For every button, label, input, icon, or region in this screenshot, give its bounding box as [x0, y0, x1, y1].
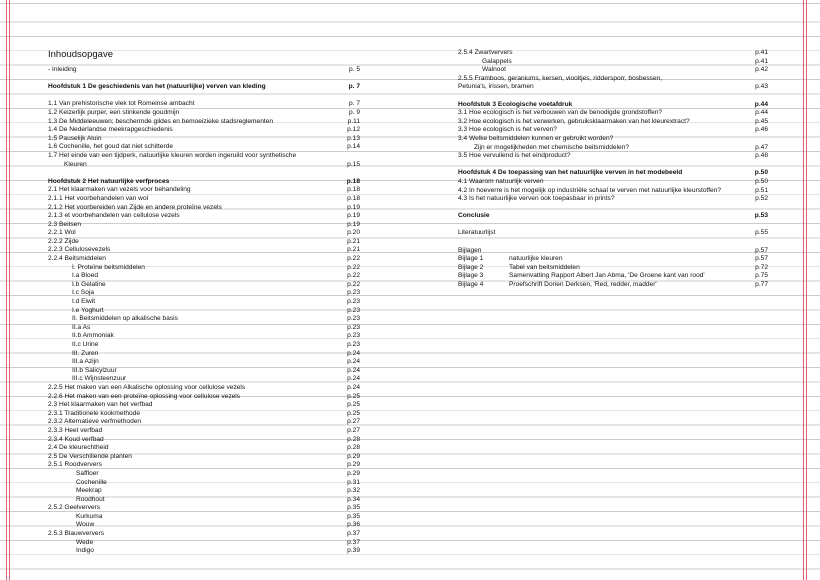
- toc-entry: [48, 418, 360, 427]
- toc-entry: [48, 118, 360, 127]
- toc-entry-page: p.34: [347, 495, 360, 503]
- appendix-title: Tabel van beitsmiddelen: [509, 263, 580, 271]
- toc-entry-page: p.29: [347, 452, 360, 460]
- toc-entry-title: Kurkuma: [76, 512, 103, 520]
- toc-entry-title: 2.2.4 Beitsmiddelen: [48, 255, 106, 263]
- toc-entry-page: p.22: [347, 263, 360, 271]
- toc-entry-title: - Inleiding: [48, 66, 77, 73]
- toc-entry-title: 2.1.1 Het voorbehandelen van wol: [48, 194, 149, 202]
- toc-entry: [48, 161, 360, 170]
- toc-entry: [48, 513, 360, 522]
- toc-entry-title: I.e Yoghurt: [72, 306, 104, 314]
- toc-entry-page: p. 7: [349, 100, 360, 108]
- toc-entry-title: I.b Gelatine: [72, 280, 106, 288]
- toc-entry-page: p.31: [347, 478, 360, 486]
- toc-entry: [458, 101, 768, 110]
- toc-entry-title: Wede: [76, 538, 94, 546]
- toc-entry-title: 2.3.4 Koud verfbad: [48, 435, 104, 443]
- toc-entry: [458, 152, 768, 161]
- toc-entry: [48, 143, 360, 152]
- toc-entry-page: p.14: [347, 143, 360, 151]
- toc-entry-page: p.44: [754, 100, 768, 108]
- toc-entry-title: Bijlagen: [458, 246, 482, 254]
- toc-entry-title: Saffloer: [76, 469, 99, 477]
- toc-entry: [48, 427, 360, 436]
- toc-entry-page: p.19: [347, 220, 360, 228]
- toc-entry-title: II.a As: [72, 323, 91, 331]
- toc-entry: [48, 367, 360, 376]
- toc-entry-title: 4.1 Waarom natuurlijk verven: [458, 177, 544, 185]
- toc-entry: [48, 496, 360, 505]
- toc-entry-page: p.21: [347, 237, 360, 245]
- toc-entry: [48, 100, 360, 109]
- toc-entry-page: p.41: [755, 49, 768, 56]
- toc-entry: [48, 264, 360, 273]
- toc-entry-page: p.25: [347, 401, 360, 409]
- toc-entry: [458, 212, 768, 221]
- toc-entry-page: p.24: [347, 349, 360, 357]
- toc-entry: [48, 83, 360, 92]
- toc-entry: [48, 332, 360, 341]
- left-margin-line: [6, 0, 7, 580]
- toc-entry: [48, 289, 360, 298]
- toc-entry-title: III.a Azijn: [72, 358, 99, 366]
- toc-left-column: [48, 48, 360, 556]
- appendix-title: natuurlijke kleuren: [509, 255, 563, 263]
- toc-entry-page: p.51: [755, 186, 768, 194]
- toc-entry-page: p.52: [755, 195, 768, 203]
- toc-entry-page: p.24: [347, 375, 360, 383]
- toc-entry: [458, 126, 768, 135]
- toc-entry-page: p.23: [347, 332, 360, 340]
- toc-entry-page: p.29: [347, 461, 360, 469]
- toc-entry-page: p. 9: [349, 108, 360, 116]
- appendix-page: p.72: [755, 263, 768, 271]
- toc-entry-title: Galappels: [482, 57, 512, 65]
- toc-entry-title: Kleuren: [64, 160, 87, 168]
- appendix-entry: [458, 255, 768, 264]
- toc-entry-title: 2.4 De kleurechtheid: [48, 444, 109, 452]
- toc-entry-page: p.46: [755, 126, 768, 134]
- toc-entry: [48, 487, 360, 496]
- toc-entry-title: 2.2.1 Wol: [48, 229, 76, 237]
- toc-entry-title: 2.2.2 Zijde: [48, 237, 79, 245]
- toc-entry-title: Roodhout: [76, 495, 105, 503]
- toc-entry-title: 2.2.5 Het maken van een Alkalische oplossing voor cellulose vezels: [48, 383, 246, 391]
- toc-entry-title: Cochenille: [76, 478, 107, 486]
- toc-entry-page: p.47: [755, 143, 768, 151]
- appendix-entry: [458, 272, 768, 281]
- toc-entry: [458, 135, 768, 144]
- toc-title: [48, 48, 360, 62]
- toc-entry-title: 2.5 De Verschillende planten: [48, 452, 132, 460]
- appendix-number: Bijlage 1: [458, 255, 484, 263]
- toc-entry: [458, 229, 768, 238]
- toc-entry-page: p.37: [347, 530, 360, 538]
- toc-entry: [48, 436, 360, 445]
- toc-entry: [48, 350, 360, 359]
- toc-entry-page: p.22: [347, 280, 360, 288]
- toc-entry: [48, 479, 360, 488]
- toc-entry: [458, 169, 768, 178]
- toc-entry: [48, 204, 360, 213]
- toc-entry-title: 2.3.1 Traditionele kookmethode: [48, 409, 141, 417]
- toc-entry: [458, 109, 768, 118]
- toc-entry-page: p.24: [347, 383, 360, 391]
- appendix-page: p.75: [755, 272, 768, 280]
- toc-entry-page: p.23: [347, 341, 360, 348]
- toc-entry: [458, 118, 768, 127]
- toc-entry: [48, 410, 360, 419]
- toc-entry-title: Indigo: [76, 547, 94, 555]
- toc-entry-title: Zijn er mogelijkheden met chemische beitsmiddelen?: [474, 143, 630, 151]
- toc-entry: [48, 461, 360, 470]
- toc-entry-title: Petunia's, irissen, bramen: [458, 83, 534, 91]
- toc-entry-title: 1.1 Van prehistorische vlek tot Romeinse ambacht: [48, 100, 195, 108]
- toc-entry: [48, 521, 360, 530]
- appendix-number: Bijlage 3: [458, 272, 484, 280]
- toc-entry-title: 1.3 De Middeleeuwen; beschermde gildes en bemoeizieke stadsreglementen: [48, 117, 274, 125]
- toc-entry-page: p.35: [347, 512, 360, 520]
- toc-entry-page: p.25: [347, 409, 360, 417]
- toc-entry: [48, 238, 360, 247]
- toc-entry-page: p.21: [347, 246, 360, 254]
- toc-entry-title: 2.5.5 Framboos, geraniums, kersen, viooltjes, riddersporr, bosbessen,: [458, 74, 663, 82]
- toc-entry-title: II.c Urine: [72, 341, 99, 348]
- toc-entry-title: III.b Salicylzuur: [72, 366, 117, 374]
- toc-entry: [48, 341, 360, 350]
- toc-entry-title: 2.3 Beitsen: [48, 220, 81, 228]
- toc-entry-title: Hoofdstuk 3 Ecologische voetafdruk: [458, 100, 573, 108]
- toc-entry: [48, 307, 360, 316]
- toc-entry-title: 4.2 In hoeverre is het mogelijk op industriële schaal te verven met natuurlijke kleurstoffen?: [458, 186, 722, 194]
- toc-entry: [48, 324, 360, 333]
- toc-entry-page: p.22: [347, 272, 360, 280]
- toc-entry-title: 2.1.2 Het voorbereiden van Zijde en andere proteïne vezels: [48, 203, 222, 211]
- toc-entry-page: p.23: [347, 323, 360, 331]
- toc-right-column: [458, 49, 768, 290]
- appendix-page: p.57: [755, 255, 768, 263]
- toc-entry: [48, 152, 360, 161]
- appendix-title: Samenvatting Rapport Albert Jan Abma, 'De Groene kant van rood': [509, 272, 705, 280]
- toc-entry: [48, 375, 360, 384]
- toc-entry-title: III.c Wijnsteenzuur: [72, 375, 127, 383]
- toc-entry: [48, 358, 360, 367]
- toc-entry-page: p.50: [755, 177, 768, 185]
- toc-entry-title: Hoofdstuk 1 De geschiedenis van het (natuurlijke) verven van kleding: [48, 83, 266, 91]
- toc-entry-page: p.57: [755, 246, 768, 254]
- toc-entry: [48, 315, 360, 324]
- toc-entry: [48, 109, 360, 118]
- toc-entry-page: p.27: [347, 426, 360, 434]
- toc-entry-title: 1.7 Het einde van een tijdperk, natuurlijke kleuren worden ingeruild voor synthetische: [48, 151, 297, 159]
- toc-entry-title: Walnoot: [482, 66, 506, 74]
- toc-entry: [458, 195, 768, 204]
- toc-entry-page: p. 5: [349, 66, 360, 73]
- toc-entry-title: III. Zuren: [72, 349, 99, 357]
- toc-entry-title: I. Proteïne beitsmiddelen: [72, 263, 145, 271]
- toc-entry-title: II.b Ammoniak: [72, 332, 114, 340]
- appendix-page: p.77: [755, 281, 768, 289]
- toc-entry-title: 4.3 Is het natuurlijke verven ook toepasbaar in prints?: [458, 195, 615, 203]
- toc-entry-title: 2.1 Het klaarmaken van vezels voor behandeling: [48, 186, 191, 194]
- toc-entry-page: p.19: [347, 212, 360, 220]
- toc-entry-title: 2.5.3 Blauwververs: [48, 530, 105, 538]
- toc-entry-title: 3.4 Welke beitsmiddelen kunnen er gebruikt worden?: [458, 134, 614, 142]
- toc-entry-title: Hoofdstuk 2 Het natuurlijke verfproces: [48, 177, 170, 185]
- toc-entry: [458, 178, 768, 187]
- toc-entry-title: I.a Bloed: [72, 272, 99, 280]
- toc-entry-title: Wouw: [76, 521, 95, 529]
- right-margin-line-inner: [806, 0, 807, 580]
- right-margin-line: [803, 0, 804, 580]
- toc-entry-page: p.25: [347, 392, 360, 400]
- toc-entry: [48, 384, 360, 393]
- toc-entry-title: 2.5.1 Roodververs: [48, 461, 102, 469]
- toc-entry-page: p.41: [755, 57, 768, 65]
- toc-entry-title: 1.2 Keizerlijk purper, een stinkende goudmijn: [48, 108, 180, 116]
- left-margin-line-inner: [9, 0, 10, 580]
- toc-entry-title: I.d Eiwit: [72, 298, 96, 306]
- toc-entry-page: p.11: [347, 117, 360, 125]
- toc-entry: [48, 126, 360, 135]
- toc-entry: [458, 66, 768, 75]
- toc-entry-page: p.32: [347, 487, 360, 495]
- toc-entry: [48, 195, 360, 204]
- toc-entry-page: p.22: [347, 255, 360, 263]
- toc-entry: [458, 187, 768, 196]
- toc-entry: [458, 49, 768, 58]
- toc-entry-title: 3.1 Hoe ecologisch is het verbouwen van de benodigde grondstoffen?: [458, 109, 663, 117]
- toc-entry-page: p.43: [755, 83, 768, 91]
- appendix-entry: [458, 281, 768, 290]
- toc-entry-page: p.19: [347, 203, 360, 211]
- toc-title-text: Inhoudsopgave: [48, 49, 113, 60]
- toc-entry: [48, 186, 360, 195]
- toc-entry-page: p.28: [347, 444, 360, 452]
- toc-entry-page: p.27: [347, 418, 360, 426]
- toc-entry-page: p.15: [347, 160, 360, 168]
- toc-entry: [48, 221, 360, 230]
- toc-entry-page: p.20: [347, 229, 360, 237]
- toc-entry: [48, 66, 360, 75]
- toc-entry-title: 3.5 Hoe vervuilend is het eindproduct?: [458, 152, 571, 160]
- toc-entry: [48, 229, 360, 238]
- toc-entry-title: II. Beitsmiddelen op alkalische basis: [72, 315, 178, 323]
- toc-entry-page: p.36: [347, 521, 360, 529]
- toc-entry-page: p.23: [347, 315, 360, 323]
- toc-entry: [48, 547, 360, 556]
- toc-entry-page: p. 7: [348, 83, 360, 91]
- toc-entry-page: p.45: [755, 117, 768, 125]
- toc-entry-title: Hoofdstuk 4 De toepassing van het natuurlijke verven in het modebeeld: [458, 169, 683, 177]
- toc-entry: [458, 144, 768, 153]
- appendix-title: Proefschrift Dorien Derksen, 'Red, redder, madder': [509, 281, 657, 289]
- toc-entry-page: p.23: [347, 289, 360, 297]
- toc-entry-page: p.42: [755, 66, 768, 74]
- toc-entry-page: p.44: [755, 109, 768, 117]
- toc-entry-title: 2.5.2 Geelververs: [48, 504, 101, 512]
- toc-entry-title: I.c Soja: [72, 289, 94, 297]
- toc-entry-title: 2.2.6 Het maken van een proteïne oplossing voor cellulose vezels: [48, 392, 241, 400]
- toc-entry: [48, 470, 360, 479]
- toc-entry-page: p.23: [347, 298, 360, 306]
- toc-entry-title: 2.2.3 Cellulosevezels: [48, 246, 111, 254]
- toc-entry: [458, 247, 768, 256]
- toc-entry-title: 3.2 Hoe ecologisch is het verwerken, gebruiksklaarmaken van het kleurextract?: [458, 117, 690, 125]
- toc-entry-title: 1.6 Cochenille, het goud dat niet schitterde: [48, 143, 173, 151]
- toc-entry-page: p.24: [347, 358, 360, 366]
- toc-entry-page: p.39: [347, 547, 360, 555]
- appendix-entry: [458, 264, 768, 273]
- toc-entry-page: p.24: [347, 366, 360, 374]
- toc-entry: [48, 444, 360, 453]
- toc-entry-page: p.50: [754, 169, 768, 177]
- appendix-number: Bijlage 2: [458, 263, 484, 271]
- toc-entry-page: p.18: [346, 177, 360, 185]
- toc-entry: [48, 246, 360, 255]
- toc-entry: [48, 539, 360, 548]
- toc-entry: [48, 255, 360, 264]
- toc-entry-page: p.13: [347, 134, 360, 142]
- toc-entry-page: p.18: [347, 194, 360, 202]
- toc-entry-title: 3.3 Hoe ecologisch is het verven?: [458, 126, 557, 134]
- toc-entry-page: p.53: [754, 212, 768, 220]
- toc-entry-title: 2.3 Het klaarmaken van het verfbad: [48, 401, 153, 409]
- toc-entry-title: 2.5.4 Zwartververs: [458, 49, 513, 56]
- toc-entry-title: 2.1.3 et voorbehandelen van cellulose vezels: [48, 212, 180, 220]
- toc-entry-title: 2.3.3 Heet verfbad: [48, 426, 103, 434]
- toc-entry-title: 2.3.2 Alternatieve verfmethoden: [48, 418, 142, 426]
- toc-entry: [48, 212, 360, 221]
- toc-entry: [458, 83, 768, 92]
- toc-entry: [48, 272, 360, 281]
- toc-entry: [48, 453, 360, 462]
- toc-entry-page: p.12: [347, 126, 360, 134]
- toc-entry-title: Conclusie: [458, 212, 490, 220]
- toc-entry: [458, 58, 768, 67]
- toc-entry-page: p.48: [755, 152, 768, 160]
- toc-entry: [48, 178, 360, 187]
- toc-entry-title: Literatuurlijst: [458, 229, 496, 237]
- appendix-number: Bijlage 4: [458, 281, 484, 289]
- toc-entry-title: 1.5 Pauselijk Aluin: [48, 134, 102, 142]
- toc-entry-page: p.55: [755, 229, 768, 237]
- toc-entry: [458, 75, 768, 84]
- toc-entry: [48, 298, 360, 307]
- toc-entry-page: p.37: [347, 538, 360, 546]
- toc-entry-page: p.35: [347, 504, 360, 512]
- toc-entry: [48, 281, 360, 290]
- toc-entry-page: p.23: [347, 306, 360, 314]
- toc-entry-page: p.28: [347, 435, 360, 443]
- toc-entry-page: p.18: [347, 186, 360, 194]
- toc-entry-title: 1.4 De Nederlandse meekrapgeschiedenis: [48, 126, 173, 134]
- toc-entry: [48, 504, 360, 513]
- toc-entry: [48, 135, 360, 144]
- toc-entry-title: Meekrap: [76, 487, 102, 495]
- toc-entry: [48, 530, 360, 539]
- toc-entry: [48, 393, 360, 402]
- toc-entry-page: p.29: [347, 469, 360, 477]
- toc-entry: [48, 401, 360, 410]
